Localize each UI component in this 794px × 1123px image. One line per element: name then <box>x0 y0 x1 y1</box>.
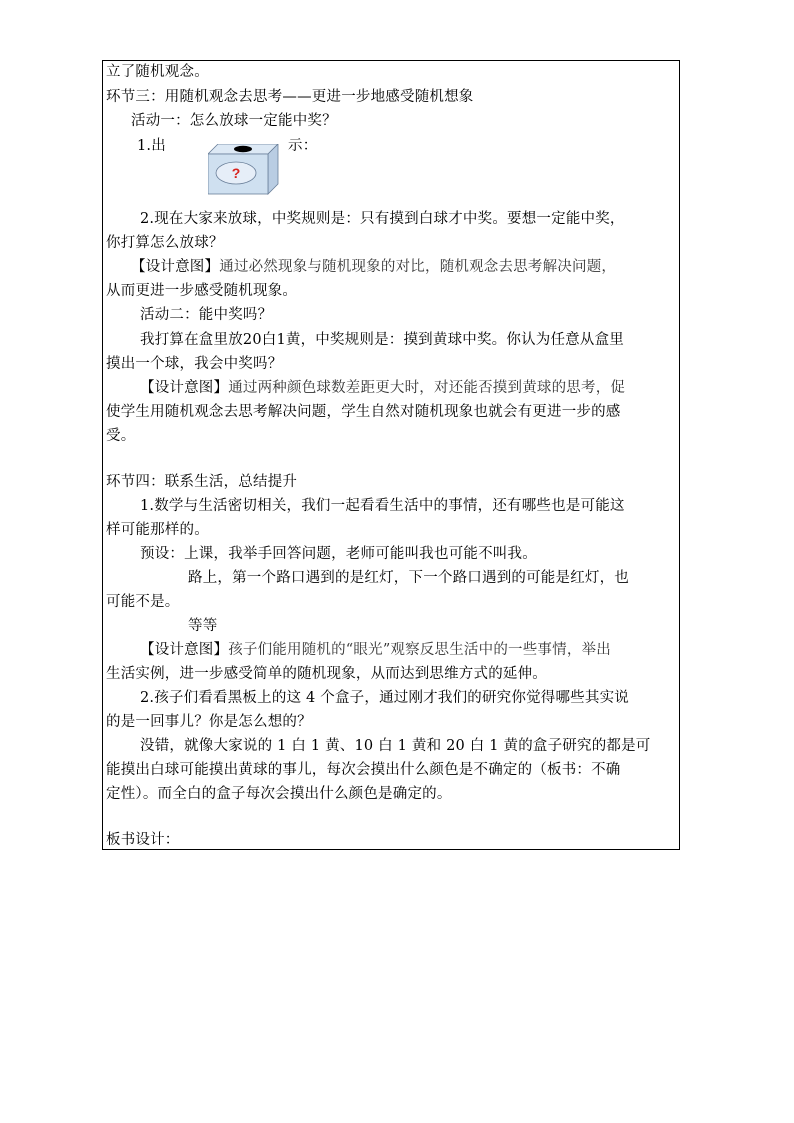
section-4-item-2: 2.孩子们看看黑板上的这 4 个盒子，通过刚才我们的研究你觉得哪些其实说 <box>140 690 629 706</box>
preset-line-2: 路上，第一个路口遇到的是红灯，下一个路口遇到的可能是红灯，也 <box>188 570 629 586</box>
box-hole <box>234 146 252 152</box>
design-intent-tag: 【设计意图】 <box>140 642 229 658</box>
design-intent-tag: 【设计意图】 <box>140 380 229 396</box>
section-3-heading: 环节三：用随机观念去思考——更进一步地感受随机想象 <box>106 89 474 105</box>
preset-line-1: 预设：上课，我举手回答问题，老师可能叫我也可能不叫我。 <box>140 546 537 562</box>
activity-1-heading: 活动一：怎么放球一定能中奖？ <box>131 113 337 129</box>
section-4-item-1: 1.数学与生活密切相关，我们一起看看生活中的事情，还有哪些也是可能这 <box>140 498 625 514</box>
board-design-heading: 板书设计： <box>106 832 180 848</box>
mystery-box-image <box>208 144 280 196</box>
design-intent-2-cont: 使学生用随机观念去思考解决问题，学生自然对随机现象也就会有更进一步的感 <box>106 404 621 420</box>
activity-2-heading: 活动二：能中奖吗？ <box>140 307 273 323</box>
design-intent-body: 通过两种颜色球数差距更大时，对还能否摸到黄球的思考，促 <box>228 380 626 396</box>
text-line-1: 立了随机观念。 <box>106 64 209 80</box>
design-intent-tag: 【设计意图】 <box>131 259 220 275</box>
conclusion-line-3: 定性）。而全白的盒子每次会摸出什么颜色是确定的。 <box>106 786 452 802</box>
section-4-item-1-cont: 样可能那样的。 <box>106 522 209 538</box>
question-mark-icon: ? <box>231 165 241 181</box>
conclusion-line-1: 没错，就像大家说的 1 白 1 黄、10 白 1 黄和 20 白 1 黄的盒子研究的都是可 <box>140 738 651 754</box>
section-4-item-2-cont: 的是一回事儿？你是怎么想的？ <box>106 714 312 730</box>
design-intent-3 <box>140 638 611 662</box>
design-intent-2 <box>140 376 625 400</box>
design-intent-3-cont: 生活实例，进一步感受简单的随机现象，从而达到思维方式的延伸。 <box>106 666 547 682</box>
preset-line-2-cont: 可能不是。 <box>106 594 180 610</box>
section-4-heading: 环节四：联系生活，总结提升 <box>106 474 298 490</box>
preset-etc: 等等 <box>188 618 218 634</box>
design-intent-body: 孩子们能用随机的“眼光”观察反思生活中的一些事情，举出 <box>228 642 611 658</box>
step-2-text: 2.现在大家来放球，中奖规则是：只有摸到白球才中奖。要想一定能中奖， <box>140 211 625 227</box>
activity-2-text-cont: 摸出一个球，我会中奖吗？ <box>106 356 283 372</box>
conclusion-line-2: 能摸出白球可能摸出黄球的事儿，每次会摸出什么颜色是不确定的（板书：不确 <box>106 762 621 778</box>
step-1-show: 示： <box>288 138 318 154</box>
design-intent-1 <box>131 255 616 279</box>
design-intent-2-end: 受。 <box>106 428 136 444</box>
step-1-label: 1.出 <box>137 138 166 154</box>
design-intent-1-cont: 从而更进一步感受随机现象。 <box>106 283 298 299</box>
step-2-text-cont: 你打算怎么放球？ <box>106 235 224 251</box>
design-intent-body: 通过必然现象与随机现象的对比，随机观念去思考解决问题， <box>219 259 617 275</box>
activity-2-text: 我打算在盒里放20白1黄，中奖规则是：摸到黄球中奖。你认为任意从盒里 <box>140 332 624 348</box>
